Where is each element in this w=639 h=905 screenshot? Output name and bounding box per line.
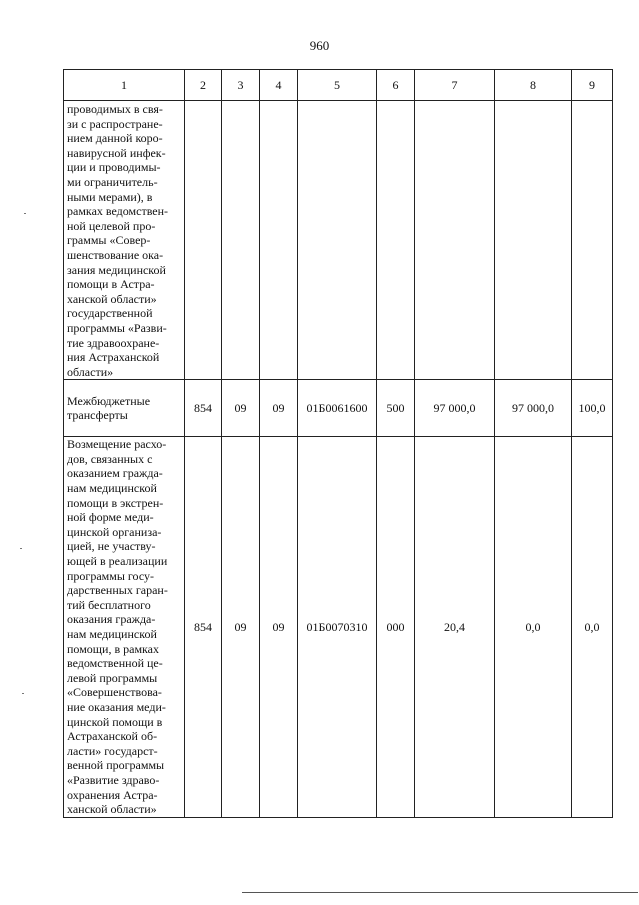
- budget-table: [63, 69, 613, 818]
- description-text: проводимых в свя- зи с распростране- нием данной коро- навирусной инфек- ции и проводимы- ми ограничитель- ными мерами), в рамках ведомствен- ной целевой про- граммы «Совер- шенствование ока- зания медицинской помощи в Астра- ханской области» государственной программы «Разви- тие здравоохране- ния Астраханской области»: [67, 102, 169, 379]
- cell-actual-amount: 0,0: [495, 437, 572, 817]
- cell-percent: 100,0: [572, 380, 613, 437]
- page-number: 960: [309, 38, 330, 53]
- row-description: [64, 380, 185, 437]
- header-cell-col3: 3: [222, 70, 260, 101]
- cell-actual-amount: 97 000,0: [495, 380, 572, 437]
- header-cell-col6: 6: [377, 70, 415, 101]
- table-row: [64, 437, 613, 817]
- scan-speck: [20, 548, 22, 549]
- header-row: [64, 70, 613, 101]
- cell-expense-type: [377, 101, 415, 380]
- description-text: Межбюджетные трансферты: [67, 393, 151, 423]
- table-row: [64, 101, 613, 380]
- scan-speck: [24, 213, 26, 214]
- cell-section: 09: [222, 380, 260, 437]
- cell-plan-amount: [415, 101, 495, 380]
- row-description: [64, 101, 185, 380]
- cell-ministry-code: [185, 101, 222, 380]
- header-cell-col1: 1: [64, 70, 185, 101]
- scan-bottom-rule: [242, 892, 638, 893]
- description-text: Возмещение расхо- дов, связанных с оказанием гражда- нам медицинской помощи в экстрен- ной форме меди- цинской организа- цией, не участву- ющей в реализации программы госу- дарственных гаран- тий бесплатного оказания гражда- нам медицинской помощи, в рамках ведомственной це- левой программы «Совершенствова- ние оказания меди- цинской помощи в Астраханской об- ласти» государст- венной программы «Развитие здраво- охранения Астра- ханской области»: [67, 437, 168, 817]
- cell-section: 09: [222, 437, 260, 817]
- cell-ministry-code: 854: [185, 437, 222, 817]
- cell-target-article: 01Б0061600: [298, 380, 377, 437]
- cell-section: [222, 101, 260, 380]
- scan-speck: [22, 693, 24, 694]
- cell-plan-amount: 20,4: [415, 437, 495, 817]
- cell-subsection: [260, 101, 298, 380]
- header-cell-col4: 4: [260, 70, 298, 101]
- cell-plan-amount: 97 000,0: [415, 380, 495, 437]
- cell-actual-amount: [495, 101, 572, 380]
- cell-percent: [572, 101, 613, 380]
- header-cell-col9: 9: [572, 70, 613, 101]
- cell-target-article: 01Б0070310: [298, 437, 377, 817]
- cell-percent: 0,0: [572, 437, 613, 817]
- table-row: [64, 380, 613, 437]
- header-cell-col7: 7: [415, 70, 495, 101]
- cell-subsection: 09: [260, 380, 298, 437]
- header-cell-col2: 2: [185, 70, 222, 101]
- header-cell-col5: 5: [298, 70, 377, 101]
- row-description: [64, 437, 185, 817]
- cell-target-article: [298, 101, 377, 380]
- header-cell-col8: 8: [495, 70, 572, 101]
- cell-ministry-code: 854: [185, 380, 222, 437]
- cell-expense-type: 000: [377, 437, 415, 817]
- cell-expense-type: 500: [377, 380, 415, 437]
- cell-subsection: 09: [260, 437, 298, 817]
